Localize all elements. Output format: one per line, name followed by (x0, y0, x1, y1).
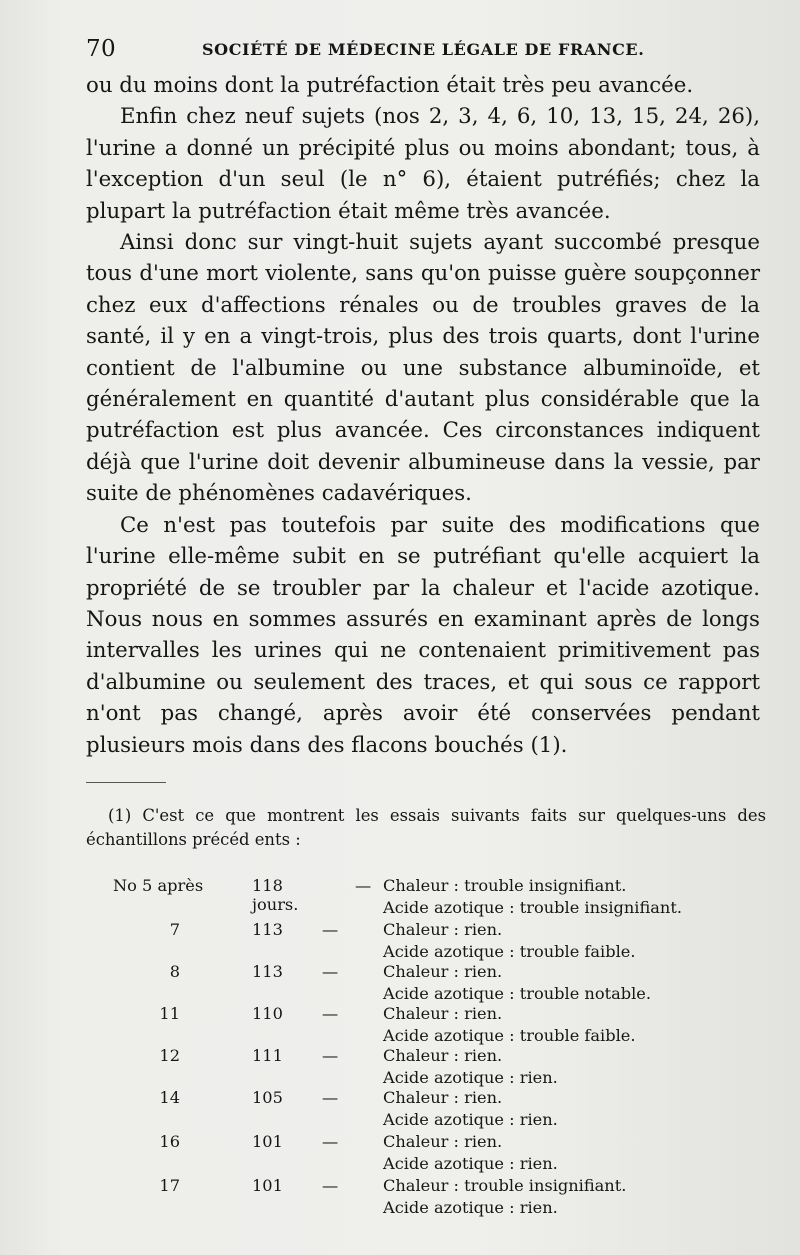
acid-test-result: Acide azotique : trouble insignifiant. (383, 898, 682, 917)
heat-test-result: Chaleur : rien. (383, 1004, 503, 1023)
days-elapsed: 113 (252, 920, 283, 939)
dash: — (322, 1004, 339, 1023)
paragraph: Enfin chez neuf sujets (nos 2, 3, 4, 6, 10, 13, 15, 24, 26), l'urine a donné un précipité plus ou moins abondant; tous, à l'exception d'un seul (le n° 6), étaient putréfiés; chez la plupart la putréfaction était même très avancée. (86, 104, 760, 224)
running-title: SOCIÉTÉ DE MÉDECINE LÉGALE DE FRANCE. (202, 40, 645, 59)
acid-test-result: Acide azotique : trouble faible. (383, 1026, 636, 1045)
dash: — (322, 1176, 339, 1195)
sample-number: 17 (159, 1176, 180, 1195)
heat-test-result: Chaleur : rien. (383, 920, 503, 939)
sample-number: 7 (169, 920, 180, 939)
heat-test-result: Chaleur : rien. (383, 1132, 503, 1151)
acid-test-result: Acide azotique : rien. (383, 1154, 558, 1173)
result-row (0, 1046, 800, 1092)
footnote (86, 804, 766, 852)
acid-test-result: Acide azotique : trouble notable. (383, 984, 652, 1003)
sample-number: 11 (159, 1004, 180, 1023)
footnote-text: (1) C'est ce que montrent les essais suivants faits sur quelques-uns des échantillons précéd ents : (86, 806, 766, 849)
heat-test-result: Chaleur : rien. (383, 1046, 503, 1065)
paragraph: ou du moins dont la putréfaction était très peu avancée. (86, 73, 694, 98)
sample-number: 14 (159, 1088, 180, 1107)
days-elapsed: 113 (252, 962, 283, 981)
sample-number: 12 (159, 1046, 180, 1065)
acid-test-result: Acide azotique : rien. (383, 1068, 558, 1087)
result-row (0, 1132, 800, 1178)
sample-number: No 5 après (113, 876, 204, 895)
result-row (0, 1176, 800, 1222)
heat-test-result: Chaleur : rien. (383, 962, 503, 981)
main-text (86, 70, 760, 761)
result-row (0, 1088, 800, 1134)
dash: — (322, 962, 339, 981)
paragraph: Ainsi donc sur vingt-huit sujets ayant succombé presque tous d'une mort violente, sans qu'on puisse guère soupçonner chez eux d'affections rénales ou de troubles graves de la santé, il y en a vingt-trois, plus des trois quarts, dont l'urine contient de l'albumine ou une substance albuminoïde, et généralement en quantité d'autant plus considérable que la putréfaction est plus avancée. Ces circonstances indiquent déjà que l'urine doit devenir albumineuse dans la vessie, par suite de phénomènes cadavériques. (86, 230, 760, 507)
heat-test-result: Chaleur : trouble insignifiant. (383, 1176, 627, 1195)
result-row (0, 1004, 800, 1050)
days-elapsed: 111 (252, 1046, 283, 1065)
footnote-divider (86, 782, 166, 783)
result-row (0, 962, 800, 1008)
page-number: 70 (86, 36, 117, 62)
dash: — (322, 920, 339, 939)
result-row (0, 920, 800, 966)
sample-number: 16 (159, 1132, 180, 1151)
days-elapsed: 101 (252, 1132, 283, 1151)
heat-test-result: Chaleur : rien. (383, 1088, 503, 1107)
result-row (0, 876, 800, 922)
page-header (86, 36, 766, 60)
dash: — (355, 876, 372, 895)
paragraph: Ce n'est pas toutefois par suite des modifications que l'urine elle-même subit en se putréfiant qu'elle acquiert la propriété de se troubler par la chaleur et l'acide azotique. Nous nous en sommes assurés en examinant après de longs intervalles les urines qui ne contenaient primitivement pas d'albumine ou seulement des traces, et qui sous ce rapport n'ont pas changé, après avoir été conservées pendant plusieurs mois dans des flacons bouchés (1). (86, 512, 760, 758)
heat-test-result: Chaleur : trouble insignifiant. (383, 876, 627, 895)
days-elapsed: 110 (252, 1004, 283, 1023)
sample-number: 8 (169, 962, 180, 981)
days-elapsed: 118 jours. (252, 876, 299, 914)
days-elapsed: 105 (252, 1088, 283, 1107)
dash: — (322, 1046, 339, 1065)
dash: — (322, 1088, 339, 1107)
acid-test-result: Acide azotique : rien. (383, 1110, 558, 1129)
dash: — (322, 1132, 339, 1151)
days-elapsed: 101 (252, 1176, 283, 1195)
acid-test-result: Acide azotique : trouble faible. (383, 942, 636, 961)
acid-test-result: Acide azotique : rien. (383, 1198, 558, 1217)
